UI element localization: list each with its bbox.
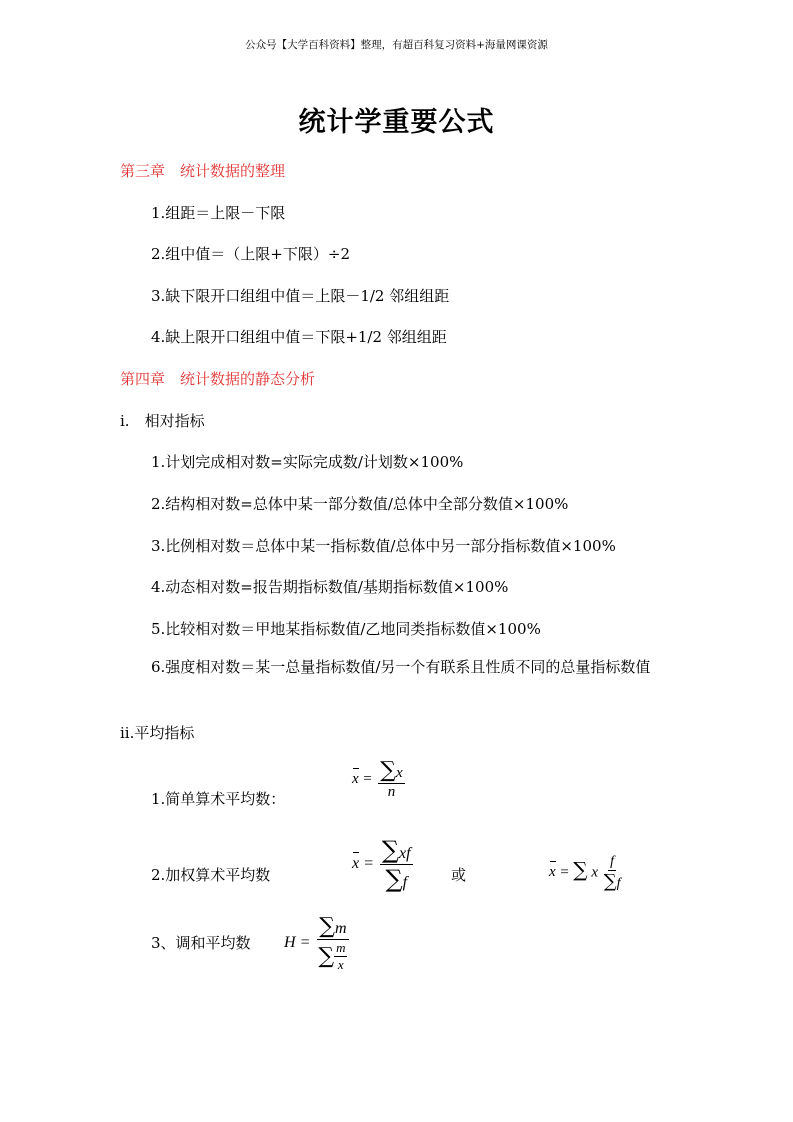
x-bar-symbol: x [549, 864, 556, 881]
list-item: 4.动态相对数=报告期指标数值/基期指标数值×100% [151, 578, 509, 596]
section-relative-heading: i. 相对指标 [120, 412, 205, 430]
weighted-mean-label: 2.加权算术平均数 [151, 866, 271, 884]
f-symbol: f [616, 876, 621, 891]
simple-mean-label: 1.简单算术平均数： [151, 790, 286, 808]
list-item: 2.结构相对数=总体中某一部分数值/总体中全部分数值×100% [151, 495, 569, 513]
xf-symbol: xf [399, 845, 411, 862]
page-title: 统计学重要公式 [298, 107, 495, 138]
sigma-symbol: ∑ [318, 944, 335, 969]
equals-sign: = [362, 770, 373, 787]
m-symbol: m [336, 940, 346, 955]
list-item: 4.缺上限开口组组中值＝下限+1/2 邻组组距 [151, 328, 447, 346]
x-bar-symbol: x [352, 855, 360, 873]
equals-sign: = [299, 934, 311, 952]
section-average-heading: ii.平均指标 [120, 724, 195, 742]
harmonic-mean-formula [284, 914, 349, 973]
sigma-symbol: ∑ [381, 836, 400, 864]
list-item: 3.比例相对数＝总体中某一指标数值/总体中另一部分指标数值×100% [151, 537, 616, 555]
x-symbol: x [591, 864, 598, 881]
x-symbol: x [337, 957, 344, 972]
page-header: 公众号【大学百科资料】整理，有超百科复习资料+海量网课资源 [245, 39, 548, 51]
harmonic-mean-label: 3、调和平均数 [151, 934, 251, 952]
chapter-3-heading: 第三章 统计数据的整理 [120, 162, 286, 180]
chapter-4-heading: 第四章 统计数据的静态分析 [120, 370, 316, 388]
x-symbol: x [396, 765, 403, 781]
sigma-symbol: ∑ [573, 857, 588, 882]
sigma-symbol: ∑ [385, 865, 403, 893]
equals-sign: = [363, 855, 374, 873]
sigma-symbol: ∑ [319, 914, 335, 939]
sigma-symbol: ∑ [603, 871, 617, 892]
m-symbol: m [334, 920, 347, 937]
list-item: 5.比较相对数＝甲地某指标数值/乙地同类指标数值×100% [151, 620, 541, 638]
list-item: 3.缺下限开口组组中值＝上限－1/2 邻组组距 [151, 287, 450, 305]
h-symbol: H [284, 934, 296, 952]
weighted-mean-formula [352, 836, 413, 893]
list-item: 1.计划完成相对数=实际完成数/计划数×100% [151, 453, 464, 471]
weighted-mean-alt-formula [549, 854, 623, 892]
simple-mean-formula [352, 758, 405, 801]
list-item: 2.组中值＝（上限+下限）÷2 [151, 245, 350, 263]
or-label: 或 [451, 866, 467, 884]
sigma-symbol: ∑ [380, 758, 397, 783]
f-symbol: f [610, 854, 615, 869]
n-symbol: n [387, 784, 396, 800]
f-symbol: f [402, 874, 408, 891]
list-item: 6.强度相对数＝某一总量指标数值/另一个有联系且性质不同的总量指标数值 [151, 658, 651, 676]
equals-sign: = [559, 864, 570, 881]
x-bar-symbol: x [352, 770, 359, 787]
list-item: 1.组距＝上限－下限 [151, 204, 286, 222]
